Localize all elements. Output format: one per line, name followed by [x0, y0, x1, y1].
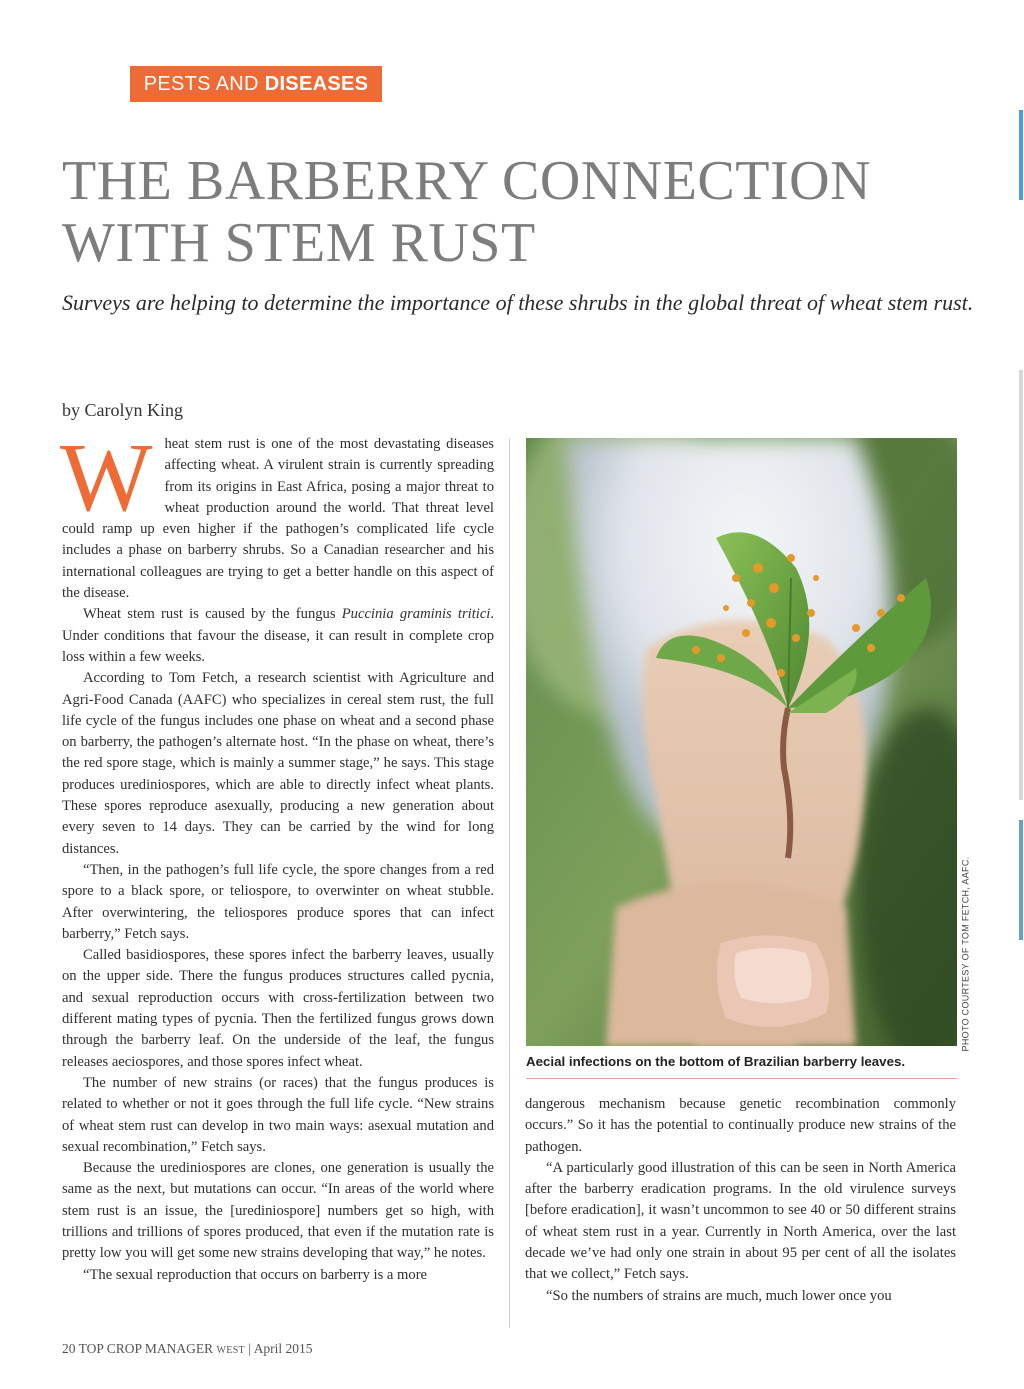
- body-column-right: [525, 1094, 956, 1307]
- article-headline: [62, 150, 992, 274]
- magazine-edition: WEST: [216, 1345, 245, 1356]
- magazine-name: TOP CROP MANAGER: [78, 1341, 214, 1356]
- section-tab: [130, 66, 382, 102]
- drop-cap: W: [60, 424, 153, 532]
- species-name: Puccinia graminis tritici: [341, 606, 491, 623]
- edge-mark: [1019, 110, 1023, 200]
- body-column-left: [60, 424, 495, 1286]
- body-paragraph: Called basidiospores, these spores infect the barberry leaves, usually on the upper side. There the fungus produces structures called pycnia, and sexual reproduction occurs with cross-fertilization between two different mating types of pycnia. Then the fertilized fungus grows down through the barberry leaf. On the underside of the leaf, the fungus releases aeciospores, and those spores infect wheat.: [62, 947, 494, 1070]
- footer-separator: |: [248, 1341, 252, 1356]
- headline-line-2: WITH STEM RUST: [62, 212, 536, 274]
- section-label-light: PESTS AND: [143, 72, 259, 95]
- body-paragraph: dangerous mechanism because genetic recombination commonly occurs.” So it has the potential to continually produce new strains of the pathogen.: [525, 1096, 956, 1155]
- body-paragraph: “A particularly good illustration of this can be seen in North America after the barberry eradication programs. In the old virulence surveys [before eradication], it wasn’t uncommon to see 40 or 50 different strains of wheat stem rust in a year. Currently in North America, over the last decade we’ve had only one strain in about 95 per cent of all the isolates that we collect,” Fetch says.: [525, 1159, 956, 1283]
- body-paragraph: The number of new strains (or races) that the fungus produces is related to whether or not it goes through the full life cycle. “New strains of wheat stem rust can develop in two main ways: asexual mutation and sexual recombination,” Fetch says.: [62, 1074, 494, 1155]
- article-photo: [526, 438, 957, 1046]
- body-paragraph: “The sexual reproduction that occurs on barberry is a more: [83, 1266, 428, 1283]
- body-paragraph: [62, 604, 494, 668]
- photo-credit-text: PHOTO COURTESY OF TOM FETCH, AAFC.: [960, 856, 970, 1052]
- byline: by Carolyn King: [62, 400, 183, 420]
- body-paragraph: “Then, in the pathogen’s full life cycle, the spore changes from a red spore to a black spore, or teliospore, to overwinter on wheat stubble. After overwintering, the teliospores produce spores that can infect barberry,” Fetch says.: [62, 861, 494, 942]
- body-paragraph: “So the numbers of strains are much, much lower once you: [546, 1287, 892, 1304]
- body-paragraph: According to Tom Fetch, a research scientist with Agriculture and Agri-Food Canada (AAFC) who specializes in cereal stem rust, the full life cycle of the fungus includes one phase on wheat and a second phase on barberry, the pathogen’s alternate host. “In the phase on wheat, there’s the red spore stage, which is mainly a summer stage,” he says. This stage produces urediniospores, which are able to directly infect wheat plants. These spores reproduce asexually, producing a new generation about every seven to 14 days. They can be carried by the wind for long distances.: [62, 670, 494, 857]
- page-number: 20: [62, 1341, 76, 1356]
- photo-credit: [958, 856, 972, 1052]
- body-paragraph: [60, 424, 494, 604]
- caption-divider: [526, 1078, 957, 1079]
- paragraph-text: Wheat stem rust is caused by the fungus: [83, 606, 342, 623]
- article-deck: Surveys are helping to determine the importance of these shrubs in the global threat of wheat stem rust.: [62, 290, 974, 315]
- barberry-leaf-photo-illustration: [526, 438, 957, 1046]
- page-footer: [62, 1341, 313, 1357]
- photo-caption: Aecial infections on the bottom of Brazilian barberry leaves.: [526, 1054, 906, 1069]
- edge-mark: [1019, 820, 1023, 940]
- edge-mark: [1019, 370, 1023, 800]
- paragraph-text: . Under conditions that favour the disease, it can result in complete crop loss within a few weeks.: [62, 606, 495, 665]
- body-paragraph: Because the urediniospores are clones, one generation is usually the same as the next, but mutations can occur. “In areas of the world where stem rust is an issue, the [urediniospore] numbers get so high, with trillions and trillions of spores produced, that even if the mutation rate is pretty low you will get some new strains developing that way,” he notes.: [62, 1160, 494, 1262]
- issue-date: April 2015: [253, 1341, 313, 1356]
- column-divider: [509, 438, 510, 1328]
- headline-line-1: THE BARBERRY CONNECTION: [62, 150, 872, 212]
- section-label-bold: DISEASES: [264, 72, 369, 95]
- paragraph-text: heat stem rust is one of the most devastating diseases affecting wheat. A virulent strain is currently spreading from its origins in East Africa, posing a major threat to wheat production around the world. That threat level could ramp up even higher if the pathogen’s complicated life cycle includes a phase on barberry shrubs. So a Canadian researcher and his international colleagues are trying to get a better handle on this aspect of the disease.: [62, 436, 494, 602]
